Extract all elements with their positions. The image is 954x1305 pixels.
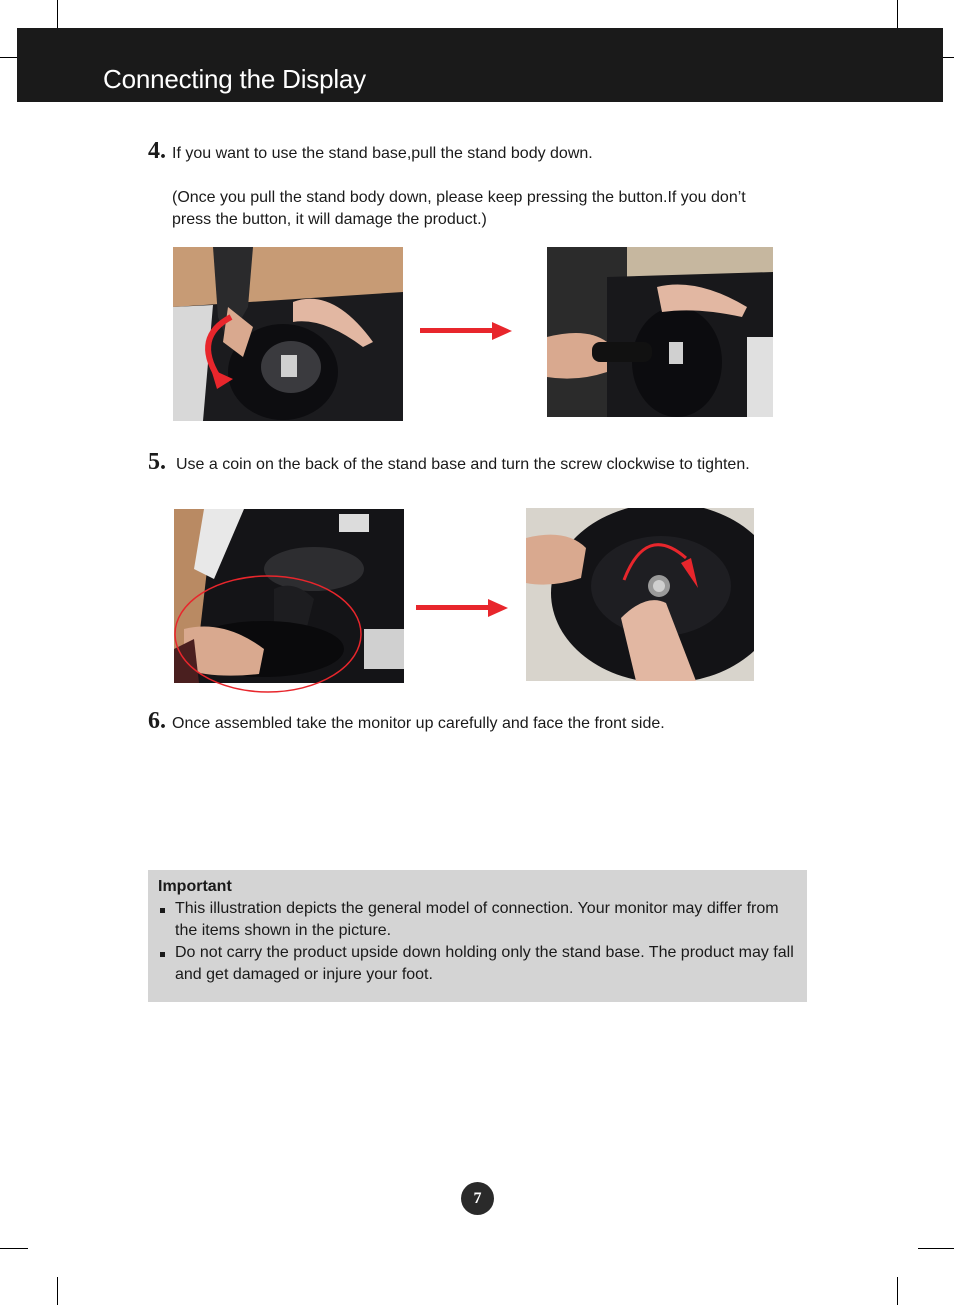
crop-mark (57, 0, 58, 28)
crop-mark (943, 57, 954, 58)
important-title: Important (158, 878, 232, 895)
highlight-circle (172, 572, 364, 696)
important-item (158, 898, 797, 942)
step-number: 4. (148, 138, 166, 164)
step-6 (148, 710, 665, 735)
important-item-text: Do not carry the product upside down holding only the stand base. The product may fall and get damaged or injure your foot. (175, 944, 794, 983)
crop-mark (0, 1248, 28, 1249)
step-text: Use a coin on the back of the stand base and turn the screw clockwise to tighten. (176, 456, 750, 473)
step-number: 6. (148, 708, 166, 734)
step-4-note: (Once you pull the stand body down, please keep pressing the button.If you don’t press the button, it will damage the product.) (172, 189, 746, 228)
page-title: Connecting the Display (103, 64, 366, 94)
photo-pull-stand-after (547, 247, 773, 417)
page-number: 7 (461, 1182, 494, 1215)
step-4 (148, 140, 593, 165)
crop-mark (897, 1277, 898, 1305)
crop-mark (918, 1248, 954, 1249)
arrow-right-icon (420, 322, 512, 340)
important-item-text: This illustration depicts the general model of connection. Your monitor may differ from the items shown in the picture. (175, 900, 779, 939)
crop-mark (57, 1277, 58, 1305)
photo-coin-tighten (526, 508, 754, 681)
step-text: If you want to use the stand base,pull the stand body down. (172, 145, 593, 162)
step-number: 5. (148, 449, 166, 475)
step-5 (148, 451, 750, 476)
arrow-right-icon (416, 599, 508, 617)
photo-pull-stand-before (173, 247, 403, 421)
bullet-icon (160, 952, 165, 957)
crop-mark (897, 0, 898, 28)
important-notice (148, 870, 807, 1002)
step-text: Once assembled take the monitor up carefully and face the front side. (172, 715, 665, 732)
bullet-icon (160, 908, 165, 913)
crop-mark (0, 57, 17, 58)
important-item (158, 942, 797, 986)
